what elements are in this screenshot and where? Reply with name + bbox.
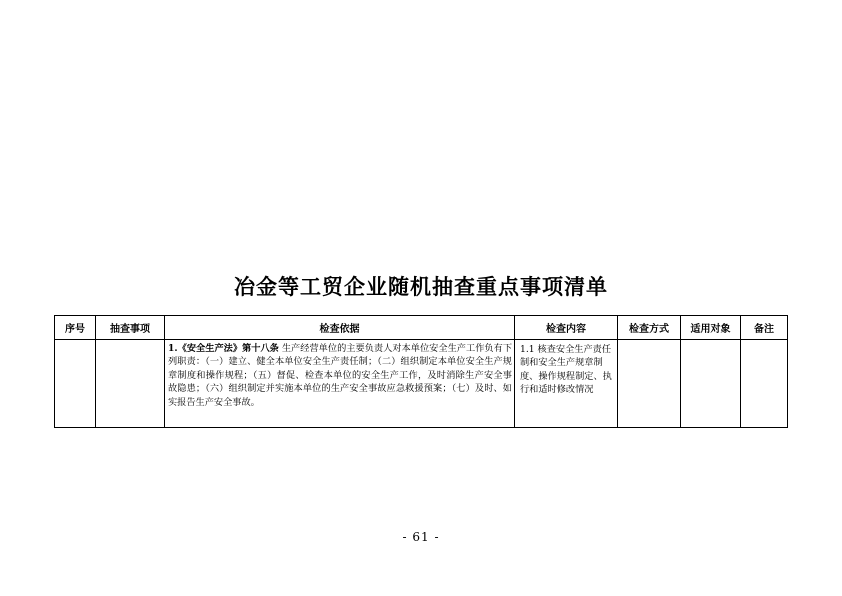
cell-index — [55, 340, 96, 428]
basis-heading: 1.《安全生产法》第十八条 — [168, 343, 279, 354]
cell-applicable — [681, 340, 741, 428]
column-header-index: 序号 — [55, 316, 96, 340]
cell-basis — [165, 340, 515, 428]
column-header-method: 检查方式 — [618, 316, 681, 340]
column-header-item: 抽查事项 — [96, 316, 165, 340]
table-row — [55, 340, 788, 428]
cell-remarks — [741, 340, 788, 428]
basis-text: 生产经营单位的主要负责人对本单位安全生产工作负有下列职责：（一）建立、健全本单位安全生产责任制；（二）组织制定本单位安全生产规章制度和操作规程；（五）督促、检查本单位的安全生产工作，及时消除生产安全事故隐患；（六）组织制定并实施本单位的生产安全事故应急救援预案；（七）及时、如实报告生产安全事故。 — [168, 343, 513, 408]
page-number: - 61 - — [402, 530, 440, 544]
column-header-applicable: 适用对象 — [681, 316, 741, 340]
column-header-remarks: 备注 — [741, 316, 788, 340]
document-title: 冶金等工贸企业随机抽查重点事项清单 — [234, 274, 608, 299]
table-header-row — [55, 316, 788, 340]
inspection-checklist-table — [54, 315, 788, 428]
column-header-content: 检查内容 — [515, 316, 618, 340]
column-header-basis: 检查依据 — [165, 316, 515, 340]
cell-content: 1.1 核查安全生产责任制和安全生产规章制度、操作规程制定、执行和适时修改情况 — [515, 340, 618, 428]
cell-method — [618, 340, 681, 428]
cell-item — [96, 340, 165, 428]
